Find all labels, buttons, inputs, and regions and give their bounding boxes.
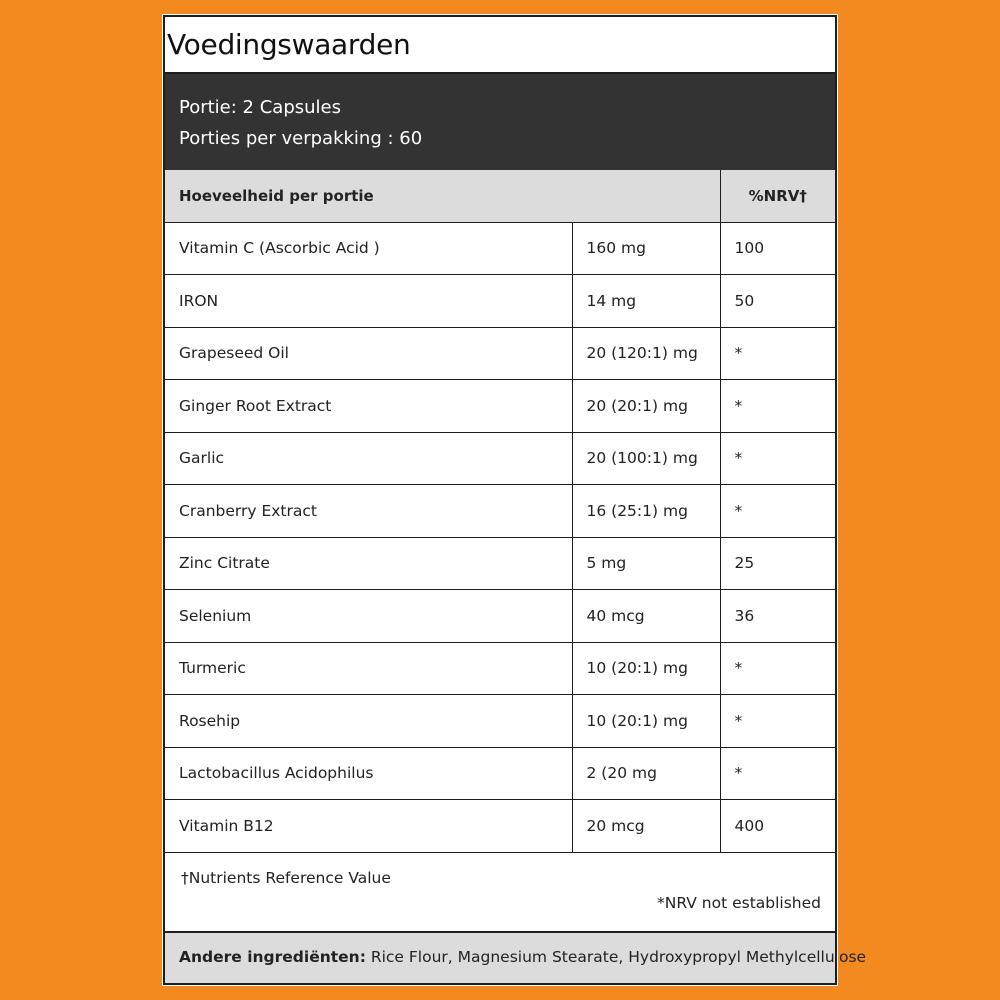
title-bar	[165, 17, 835, 74]
nutrient-name: Ginger Root Extract	[165, 380, 572, 433]
nutrient-name: Garlic	[165, 432, 572, 485]
other-ingredients-label: Andere ingrediënten:	[179, 947, 366, 966]
nutrient-amount: 2 (20 mg	[572, 747, 720, 800]
nutrient-amount: 5 mg	[572, 537, 720, 590]
nutrient-name: Cranberry Extract	[165, 485, 572, 538]
table-row	[165, 800, 835, 853]
table-row	[165, 747, 835, 800]
nutrient-name: Vitamin C (Ascorbic Acid )	[165, 222, 572, 275]
nutrient-amount: 10 (20:1) mg	[572, 642, 720, 695]
footnotes	[165, 853, 835, 931]
other-ingredients-value: Rice Flour, Magnesium Stearate, Hydroxypropyl Methylcellulose	[365, 947, 867, 966]
nutrient-nrv: 36	[720, 590, 835, 643]
nutrient-name: Zinc Citrate	[165, 537, 572, 590]
nutrient-amount: 20 (20:1) mg	[572, 380, 720, 433]
servings-per-pack: Porties per verpakking : 60	[179, 128, 423, 149]
nutrient-name: IRON	[165, 275, 572, 328]
nutrient-nrv: *	[720, 747, 835, 800]
nutrient-nrv: *	[720, 432, 835, 485]
nutrient-nrv: 100	[720, 222, 835, 275]
nutrient-nrv: *	[720, 695, 835, 748]
nutrient-name: Turmeric	[165, 642, 572, 695]
nutrient-nrv: 50	[720, 275, 835, 328]
table-row	[165, 537, 835, 590]
nutrient-amount: 20 (120:1) mg	[572, 327, 720, 380]
header-amount-per-serving: Hoeveelheid per portie	[165, 170, 720, 222]
table-row	[165, 380, 835, 433]
table-row	[165, 485, 835, 538]
table-row	[165, 222, 835, 275]
label-title: Voedingswaarden	[167, 28, 411, 61]
nutrient-name: Selenium	[165, 590, 572, 643]
nutrition-label	[163, 15, 867, 985]
nutrient-name: Grapeseed Oil	[165, 327, 572, 380]
nutrient-name: Rosehip	[165, 695, 572, 748]
table-body	[165, 222, 835, 852]
nutrient-amount: 16 (25:1) mg	[572, 485, 720, 538]
table-row	[165, 327, 835, 380]
nutrient-name: Vitamin B12	[165, 800, 572, 853]
nutrient-nrv: 400	[720, 800, 835, 853]
nutrient-amount: 160 mg	[572, 222, 720, 275]
table-row	[165, 432, 835, 485]
serving-info	[165, 74, 835, 170]
nutrient-amount: 20 mcg	[572, 800, 720, 853]
nrv-reference-note: †Nutrients Reference Value	[181, 868, 391, 887]
nrv-not-established-note: *NRV not established	[656, 893, 821, 912]
nutrient-amount: 20 (100:1) mg	[572, 432, 720, 485]
table-row	[165, 695, 835, 748]
serving-portion: Portie: 2 Capsules	[179, 97, 341, 118]
table-header-row	[165, 170, 835, 222]
table-row	[165, 590, 835, 643]
header-nrv: %NRV†	[720, 170, 835, 222]
nutrient-nrv: *	[720, 380, 835, 433]
nutrient-nrv: *	[720, 327, 835, 380]
nutrient-amount: 40 mcg	[572, 590, 720, 643]
other-ingredients	[165, 931, 867, 983]
nutrient-nrv: *	[720, 485, 835, 538]
nutrient-name: Lactobacillus Acidophilus	[165, 747, 572, 800]
nutrient-amount: 10 (20:1) mg	[572, 695, 720, 748]
nutrient-nrv: *	[720, 642, 835, 695]
table-row	[165, 642, 835, 695]
table-row	[165, 275, 835, 328]
nutrition-table	[165, 170, 835, 853]
nutrient-nrv: 25	[720, 537, 835, 590]
nutrient-amount: 14 mg	[572, 275, 720, 328]
